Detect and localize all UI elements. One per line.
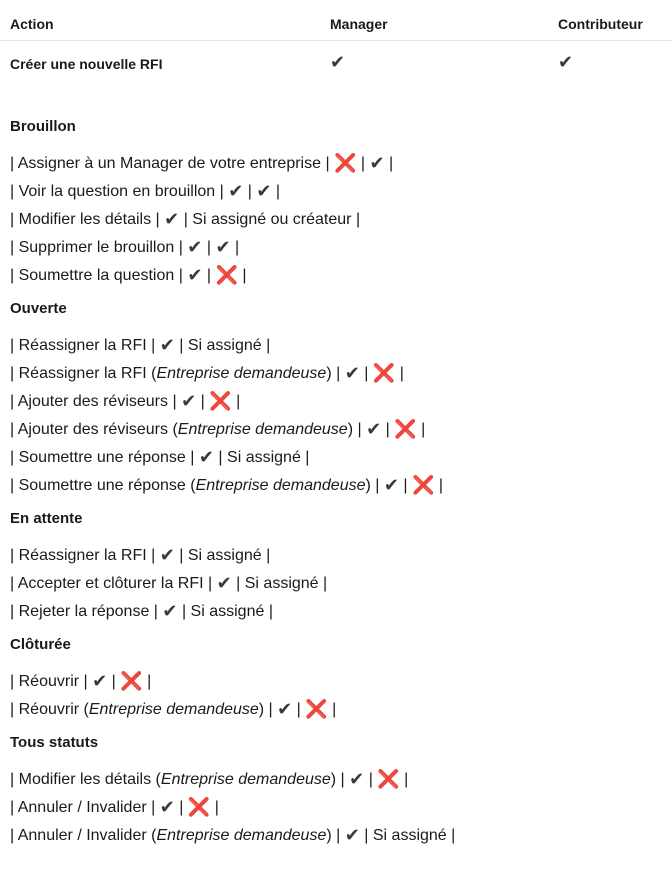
line-qualifier: Entreprise demandeuse — [195, 477, 366, 494]
check-icon: ✔ — [92, 671, 108, 692]
row-action: Créer une nouvelle RFI — [10, 56, 163, 72]
section-0 — [10, 116, 662, 290]
section-title: Tous statuts — [10, 734, 99, 751]
line-condition: Si assigné ou créateur — [192, 211, 352, 228]
check-icon: ✔ — [558, 52, 574, 73]
line-condition: Si assigné — [187, 337, 262, 354]
permission-line: | Soumettre une réponse | ✔ | Si assigné | — [10, 447, 310, 468]
check-icon: ✔ — [159, 545, 175, 566]
check-icon: ✔ — [215, 237, 231, 258]
line-action: Réassigner la RFI — [18, 365, 147, 382]
section-title: Ouverte — [10, 300, 67, 317]
check-icon: ✔ — [344, 363, 360, 384]
line-action: Réouvrir — [18, 701, 80, 718]
cross-icon: ❌ — [377, 769, 400, 790]
permission-line: | Modifier les détails | ✔ | Si assigné ou créateur | — [10, 209, 361, 230]
cross-icon: ❌ — [187, 797, 211, 818]
permission-line: | Modifier les détails (Entreprise demandeuse) | ✔ | ❌ | — [10, 769, 409, 790]
section-3 — [10, 634, 662, 724]
permission-line: | Ajouter des réviseurs (Entreprise demandeuse) | ✔ | ❌ | — [10, 419, 426, 440]
cross-icon: ❌ — [120, 671, 143, 692]
status-sections — [10, 116, 662, 858]
permission-line: | Ajouter des réviseurs | ✔ | ❌ | — [10, 391, 241, 412]
line-action: Modifier les détails — [18, 211, 152, 228]
line-action: Soumettre une réponse — [18, 449, 186, 466]
line-action: Soumettre la question — [18, 267, 175, 284]
check-icon: ✔ — [228, 181, 244, 202]
check-icon: ✔ — [159, 797, 175, 818]
check-icon: ✔ — [198, 447, 214, 468]
check-icon: ✔ — [330, 52, 346, 73]
check-icon: ✔ — [187, 237, 203, 258]
section-title: En attente — [10, 510, 83, 527]
check-icon: ✔ — [383, 475, 399, 496]
cross-icon: ❌ — [215, 265, 238, 286]
section-1 — [10, 298, 662, 500]
line-action: Modifier les détails — [18, 771, 152, 788]
cross-icon: ❌ — [334, 153, 357, 174]
permission-line: | Réassigner la RFI | ✔ | Si assigné | — [10, 335, 271, 356]
line-qualifier: Entreprise demandeuse — [88, 701, 259, 718]
check-icon: ✔ — [162, 601, 178, 622]
line-action: Ajouter des réviseurs — [17, 421, 169, 438]
check-icon: ✔ — [181, 391, 197, 412]
permission-line: | Soumettre une réponse (Entreprise demandeuse) | ✔ | ❌ | — [10, 475, 444, 496]
line-action: Annuler / Invalider — [17, 827, 147, 844]
cross-icon: ❌ — [394, 419, 417, 440]
line-action: Réassigner la RFI — [18, 337, 147, 354]
line-action: Réassigner la RFI — [18, 547, 147, 564]
section-2 — [10, 508, 662, 626]
line-qualifier: Entreprise demandeuse — [156, 365, 327, 382]
line-action: Supprimer le brouillon — [18, 239, 175, 256]
cross-icon: ❌ — [209, 391, 232, 412]
line-qualifier: Entreprise demandeuse — [177, 421, 348, 438]
line-action: Soumettre une réponse — [18, 477, 186, 494]
check-icon: ✔ — [216, 573, 232, 594]
check-icon: ✔ — [369, 153, 385, 174]
section-4 — [10, 732, 662, 850]
cross-icon: ❌ — [412, 475, 435, 496]
line-action: Accepter et clôturer la RFI — [17, 575, 204, 592]
line-action: Rejeter la réponse — [18, 603, 150, 620]
line-action: Voir la question en brouillon — [18, 183, 216, 200]
line-action: Réouvrir — [18, 673, 80, 690]
check-icon: ✔ — [344, 825, 360, 846]
permission-line: | Supprimer le brouillon | ✔ | ✔ | — [10, 237, 240, 258]
line-action: Ajouter des réviseurs — [17, 393, 169, 410]
check-icon: ✔ — [277, 699, 293, 720]
section-title: Clôturée — [10, 636, 71, 653]
line-condition: Si assigné — [372, 827, 447, 844]
permission-line: | Rejeter la réponse | ✔ | Si assigné | — [10, 601, 273, 622]
line-condition: Si assigné — [187, 547, 262, 564]
line-condition: Si assigné — [227, 449, 301, 466]
check-icon: ✔ — [256, 181, 272, 202]
permission-line: | Accepter et clôturer la RFI | ✔ | Si assigné | — [10, 573, 328, 594]
header-manager: Manager — [330, 16, 388, 32]
line-condition: Si assigné — [190, 603, 265, 620]
permission-line: | Réassigner la RFI | ✔ | Si assigné | — [10, 545, 271, 566]
check-icon: ✔ — [159, 335, 175, 356]
check-icon: ✔ — [349, 769, 365, 790]
cross-icon: ❌ — [305, 699, 328, 720]
permission-line: | Réassigner la RFI (Entreprise demandeuse) | ✔ | ❌ | — [10, 363, 404, 384]
check-icon: ✔ — [366, 419, 382, 440]
check-icon: ✔ — [187, 265, 203, 286]
section-title: Brouillon — [10, 118, 76, 135]
permission-line: | Annuler / Invalider (Entreprise demandeuse) | ✔ | Si assigné | — [10, 825, 456, 846]
cross-icon: ❌ — [372, 363, 396, 384]
permission-line: | Voir la question en brouillon | ✔ | ✔ | — [10, 181, 281, 202]
header-contributeur: Contributeur — [558, 16, 643, 32]
check-icon: ✔ — [164, 209, 180, 230]
permission-line: | Soumettre la question | ✔ | ❌ | — [10, 265, 247, 286]
permissions-table — [0, 0, 672, 87]
permission-line: | Annuler / Invalider | ✔ | ❌ | — [10, 797, 219, 818]
permission-line: | Réouvrir | ✔ | ❌ | — [10, 671, 152, 692]
header-action: Action — [10, 16, 54, 32]
line-qualifier: Entreprise demandeuse — [156, 827, 327, 844]
line-action: Annuler / Invalider — [17, 799, 147, 816]
permission-line: | Réouvrir (Entreprise demandeuse) | ✔ | ❌ | — [10, 699, 337, 720]
permission-line: | Assigner à un Manager de votre entreprise | ❌ | ✔ | — [10, 153, 394, 174]
table-header — [0, 0, 672, 41]
line-qualifier: Entreprise demandeuse — [160, 771, 331, 788]
line-action: Assigner à un Manager de votre entreprise — [17, 155, 321, 172]
line-condition: Si assigné — [244, 575, 319, 592]
table-row — [0, 41, 672, 87]
